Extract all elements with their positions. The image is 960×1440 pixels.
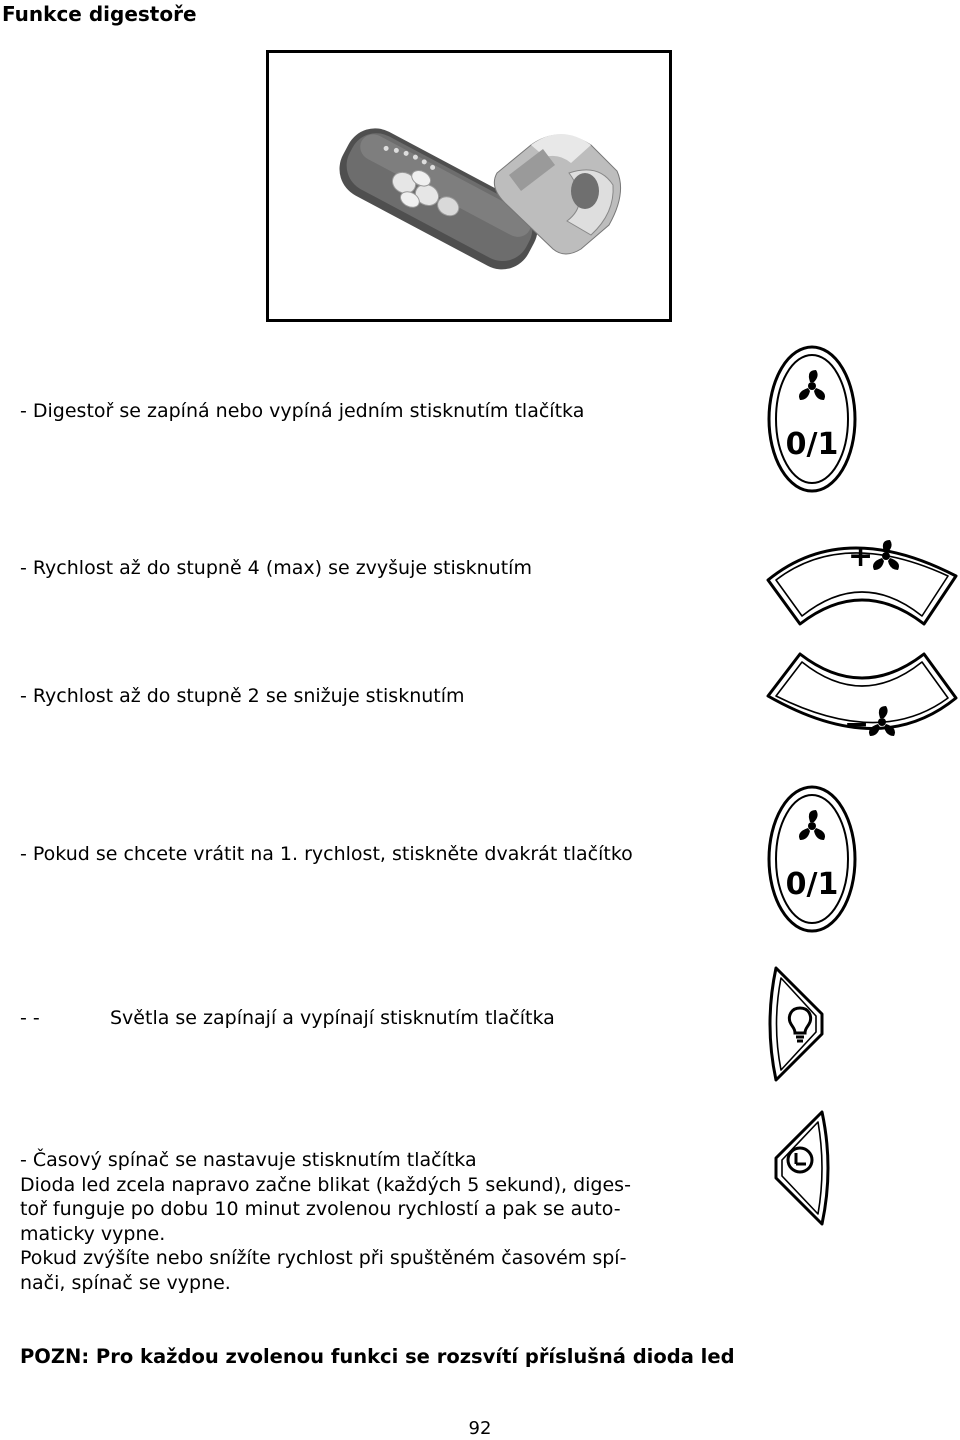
onoff-label-2: 0/1 [785, 867, 839, 902]
clock-icon [788, 1148, 812, 1172]
bulb-icon [789, 1008, 810, 1041]
page-number: 92 [468, 1418, 492, 1439]
timer-line: nači, spínač se vypne. [20, 1271, 231, 1294]
speed-down-button-illustration [764, 650, 960, 750]
fan-icon [799, 370, 825, 400]
timer-button-illustration [766, 1108, 832, 1228]
note: POZN: Pro každou zvolenou funkci se rozsvítí příslušná dioda led [20, 1345, 735, 1368]
light-button-illustration [766, 964, 832, 1084]
onoff-button-illustration [766, 344, 858, 494]
instruction-speed-up: - Rychlost až do stupně 4 (max) se zvyšuje stisknutím [20, 557, 532, 579]
plus-label: + [848, 539, 874, 574]
remote-and-holder-image [269, 53, 669, 319]
instruction-timer [20, 1148, 680, 1295]
timer-line: toř funguje po dobu 10 minut zvolenou rychlostí a pak se auto- [20, 1198, 621, 1220]
instruction-lights: Světla se zapínají a vypínají stisknutím tlačítka [110, 1007, 555, 1029]
instruction-speed-down: - Rychlost až do stupně 2 se snižuje stisknutím [20, 685, 465, 707]
onoff-label: 0/1 [785, 427, 839, 462]
onoff-button-illustration-2 [766, 784, 858, 934]
page-title: Funkce digestoře [2, 2, 197, 26]
instruction-return-first-speed: - Pokud se chcete vrátit na 1. rychlost, stiskněte dvakrát tlačítko [20, 843, 633, 865]
timer-line: maticky vypne. [20, 1222, 166, 1245]
timer-line: - Časový spínač se nastavuje stisknutím tlačítka [20, 1149, 477, 1171]
remote-control-photo [266, 50, 672, 322]
minus-label: − [844, 707, 870, 742]
instruction-on-off: - Digestoř se zapíná nebo vypíná jedním stisknutím tlačítka [20, 400, 585, 422]
instruction-lights-dash: - - [20, 1007, 40, 1029]
timer-line: Pokud zvýšíte nebo snížíte rychlost při spuštěném časovém spí- [20, 1247, 627, 1269]
timer-line: Dioda led zcela napravo začne blikat (každých 5 sekund), diges- [20, 1173, 631, 1196]
speed-up-button-illustration [764, 528, 960, 628]
fan-icon [799, 810, 825, 840]
